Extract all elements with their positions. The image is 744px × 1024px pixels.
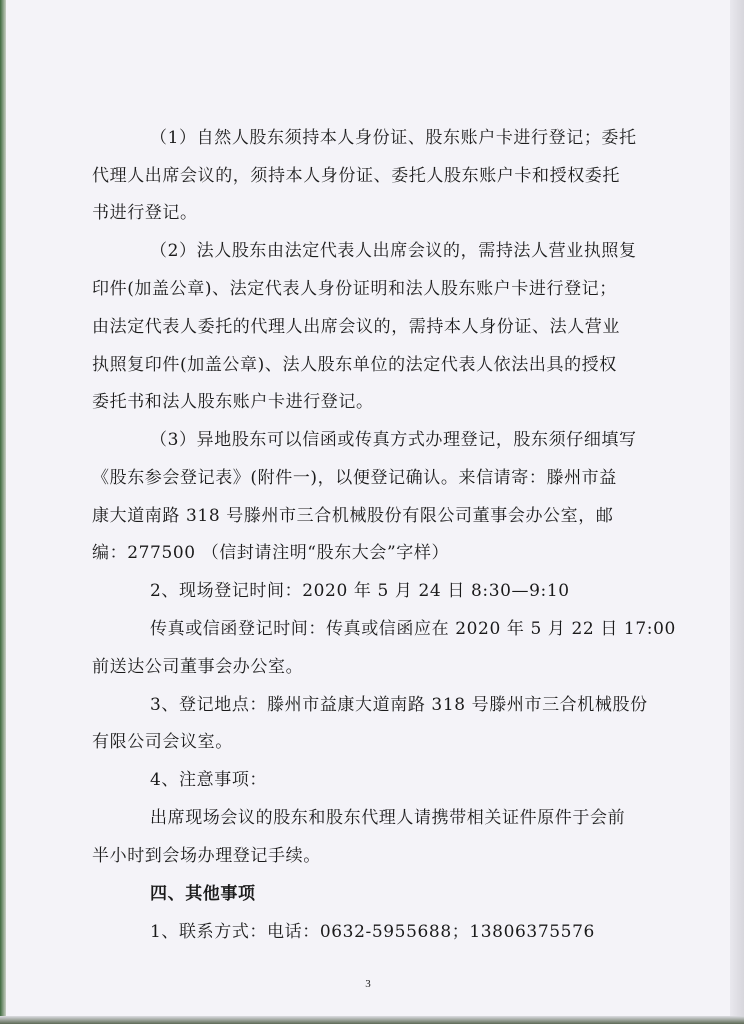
text-line: 半小时到会场办理登记手续。: [92, 846, 321, 866]
text-line: 康大道南路 318 号滕州市三合机械股份有限公司董事会办公室，邮: [92, 506, 614, 526]
text-line: （1）自然人股东须持本人身份证、股东账户卡进行登记；委托: [150, 128, 637, 148]
text-line: （2）法人股东由法定代表人出席会议的，需持法人营业执照复: [150, 241, 637, 261]
scan-edge-right: [730, 0, 744, 1024]
section-heading: 四、其他事项: [150, 884, 256, 904]
text-line: 《股东参会登记表》(附件一)，以便登记确认。来信请寄：滕州市益: [92, 468, 617, 488]
page-number: 3: [365, 978, 371, 990]
text-line: （3）异地股东可以信函或传真方式办理登记，股东须仔细填写: [150, 430, 637, 450]
text-line: 代理人出席会议的，须持本人身份证、委托人股东账户卡和授权委托: [92, 166, 620, 186]
text-line: 印件(加盖公章)、法定代表人身份证明和法人股东账户卡进行登记；: [92, 279, 617, 299]
text-line: 传真或信函登记时间：传真或信函应在 2020 年 5 月 22 日 17:00: [150, 619, 676, 639]
text-line: 编：277500 （信封请注明“股东大会”字样）: [92, 543, 450, 563]
text-line: 1、联系方式：电话：0632-5955688；13806375576: [150, 922, 595, 942]
text-line: 委托书和法人股东账户卡进行登记。: [92, 392, 374, 412]
text-line: 前送达公司董事会办公室。: [92, 657, 304, 677]
text-line: 出席现场会议的股东和股东代理人请携带相关证件原件于会前: [150, 808, 626, 828]
text-line: 有限公司会议室。: [92, 732, 233, 752]
text-line: 4、注意事项：: [150, 770, 268, 790]
text-line: 由法定代表人委托的代理人出席会议的，需持本人身份证、法人营业: [92, 317, 620, 337]
scan-edge-bottom: [0, 1016, 744, 1024]
text-line: 书进行登记。: [92, 203, 198, 223]
document-page: [6, 0, 730, 1016]
text-line: 3、登记地点：滕州市益康大道南路 318 号滕州市三合机械股份: [150, 695, 648, 715]
text-line: 2、现场登记时间：2020 年 5 月 24 日 8:30—9:10: [150, 581, 570, 601]
text-line: 执照复印件(加盖公章)、法人股东单位的法定代表人依法出具的授权: [92, 355, 617, 375]
